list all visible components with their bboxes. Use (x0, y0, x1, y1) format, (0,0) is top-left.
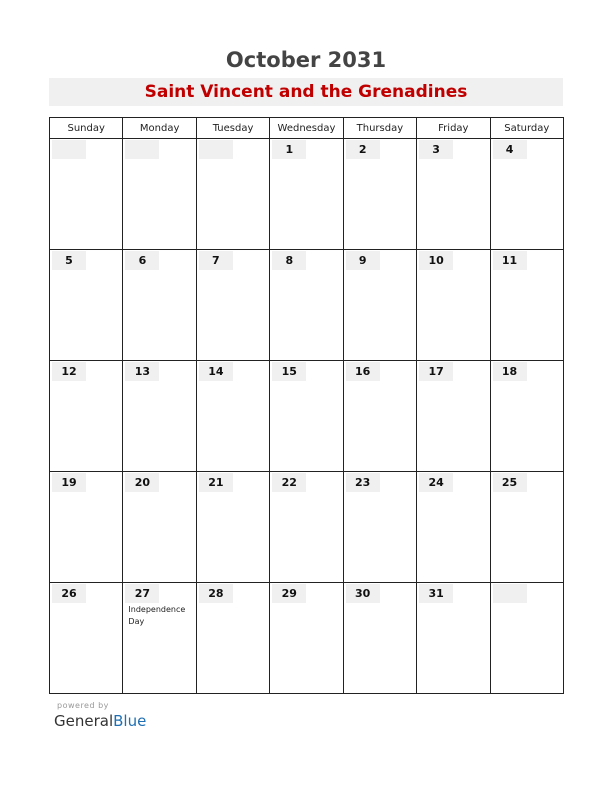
calendar-body (50, 139, 564, 694)
weekday-tuesday: Tuesday (196, 118, 269, 139)
week-row (50, 139, 564, 250)
day-number: 22 (272, 473, 306, 492)
day-cell-23 (343, 472, 416, 583)
day-number: 5 (52, 251, 86, 270)
day-number: 7 (199, 251, 233, 270)
empty-day-marker (199, 140, 233, 159)
day-number: 20 (125, 473, 159, 492)
day-cell-3 (417, 139, 490, 250)
day-cell-25 (490, 472, 563, 583)
empty-day-marker (52, 140, 86, 159)
day-cell-2 (343, 139, 416, 250)
week-row (50, 250, 564, 361)
day-number: 11 (493, 251, 527, 270)
holiday-event: Independence Day (128, 605, 186, 626)
day-number: 14 (199, 362, 233, 381)
day-cell-10 (417, 250, 490, 361)
day-number: 27 (125, 584, 159, 603)
day-cell-31 (417, 583, 490, 694)
day-number: 8 (272, 251, 306, 270)
weekday-thursday: Thursday (343, 118, 416, 139)
day-cell-7 (196, 250, 269, 361)
empty-day-marker (493, 584, 527, 603)
day-number: 26 (52, 584, 86, 603)
week-row (50, 472, 564, 583)
day-number: 25 (493, 473, 527, 492)
week-row (50, 583, 564, 694)
day-cell-1 (270, 139, 343, 250)
day-cell-19 (50, 472, 123, 583)
day-cell-21 (196, 472, 269, 583)
day-cell-15 (270, 361, 343, 472)
day-cell-11 (490, 250, 563, 361)
empty-day-marker (125, 140, 159, 159)
day-number: 19 (52, 473, 86, 492)
weekday-header-row (50, 118, 564, 139)
country-banner: Saint Vincent and the Grenadines (49, 78, 563, 106)
day-cell-14 (196, 361, 269, 472)
day-cell-20 (123, 472, 196, 583)
day-number: 6 (125, 251, 159, 270)
day-cell-5 (50, 250, 123, 361)
generalblue-logo (54, 712, 146, 730)
day-cell-8 (270, 250, 343, 361)
day-number: 10 (419, 251, 453, 270)
day-number: 17 (419, 362, 453, 381)
powered-by-label: powered by (57, 701, 109, 710)
day-cell-29 (270, 583, 343, 694)
weekday-wednesday: Wednesday (270, 118, 343, 139)
day-number: 13 (125, 362, 159, 381)
week-row (50, 361, 564, 472)
day-number: 4 (493, 140, 527, 159)
day-number: 3 (419, 140, 453, 159)
calendar-grid (49, 117, 564, 694)
day-cell-24 (417, 472, 490, 583)
page-title: October 2031 (225, 48, 387, 72)
day-cell-12 (50, 361, 123, 472)
day-number: 28 (199, 584, 233, 603)
day-cell-26 (50, 583, 123, 694)
weekday-monday: Monday (123, 118, 196, 139)
weekday-friday: Friday (417, 118, 490, 139)
day-cell-13 (123, 361, 196, 472)
day-cell-22 (270, 472, 343, 583)
day-number: 29 (272, 584, 306, 603)
day-cell-18 (490, 361, 563, 472)
day-cell-17 (417, 361, 490, 472)
day-cell-30 (343, 583, 416, 694)
day-number: 18 (493, 362, 527, 381)
day-number: 15 (272, 362, 306, 381)
day-number: 1 (272, 140, 306, 159)
day-number: 16 (346, 362, 380, 381)
day-number: 31 (419, 584, 453, 603)
day-cell-27 (123, 583, 196, 694)
empty-day-cell (50, 139, 123, 250)
day-number: 12 (52, 362, 86, 381)
empty-day-cell (196, 139, 269, 250)
day-number: 24 (419, 473, 453, 492)
day-number: 21 (199, 473, 233, 492)
day-number: 2 (346, 140, 380, 159)
day-cell-6 (123, 250, 196, 361)
day-cell-28 (196, 583, 269, 694)
day-cell-16 (343, 361, 416, 472)
empty-day-cell (123, 139, 196, 250)
weekday-sunday: Sunday (50, 118, 123, 139)
logo-blue: Blue (113, 712, 147, 730)
day-cell-4 (490, 139, 563, 250)
day-number: 23 (346, 473, 380, 492)
day-cell-9 (343, 250, 416, 361)
logo-general: General (54, 712, 114, 730)
day-number: 9 (346, 251, 380, 270)
empty-day-cell (490, 583, 563, 694)
weekday-saturday: Saturday (490, 118, 563, 139)
day-number: 30 (346, 584, 380, 603)
